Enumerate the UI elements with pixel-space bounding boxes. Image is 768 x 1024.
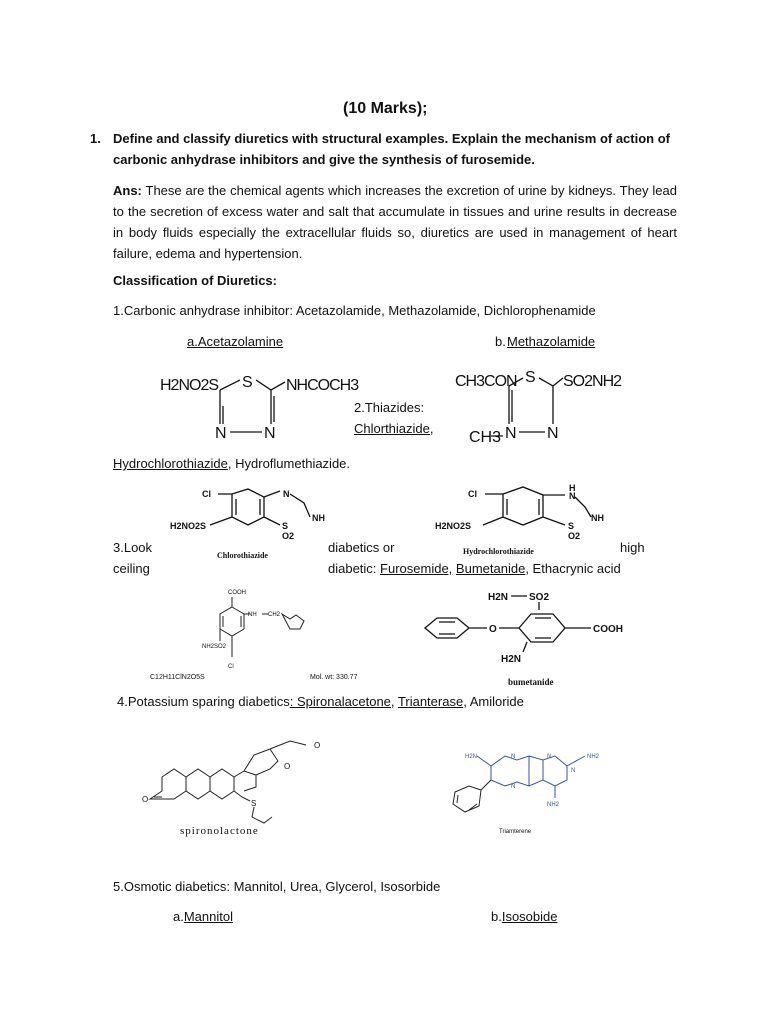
furosemide-formula: C12H11ClN2O5S [150,674,205,681]
hydrochlorothiazide-nh: NH [591,513,604,523]
chlorothiazide-cl: Cl [202,489,211,499]
bumetanide-link: Bumetanide [455,561,526,576]
bumetanide-caption: bumetanide [508,677,554,687]
furosemide-ch2: CH2 [268,612,281,618]
triamterene-structure [425,738,625,838]
acetazolamide-sulfur: S [242,374,253,391]
isosobide-prefix: b. [491,909,502,924]
furosemide-nh: NH [248,612,257,618]
acetazolamine-label: a.Acetazolamine [187,334,284,349]
mannitol-line [173,909,233,925]
spironalacetone-link: Spironalacetone [293,694,391,709]
chlorothiazide-o2: O2 [282,531,295,541]
chlorothiazide-n: N [283,489,290,499]
hydrochlorothiazide-caption: Hydrochlorothiazide [463,547,534,556]
class-2-continued [113,456,350,472]
chlorothiazide-caption: Chlorothiazide [217,551,268,560]
spironolactone-o-2: O [284,762,291,771]
isosobide-line [491,909,558,925]
bumetanide-cooh: COOH [593,624,623,635]
methazolamide-prefix: b. [495,334,506,349]
class-3-part-5: diabetic: [328,561,377,576]
mannitol-prefix: a. [173,909,184,924]
methazolamide-structure [455,366,625,456]
chlorothiazide-left-group: H2NO2S [170,521,207,531]
spironolactone-o-1: O [314,741,321,750]
acetazolamide-n2: N [264,425,276,442]
triamterene-n-1: N [511,754,516,760]
methazolamide-sulfur: S [525,369,536,386]
amiloride-text: , Amiloride [463,694,524,709]
class-3-part-2: diabetics or [328,540,395,555]
bumetanide-structure [415,588,635,688]
furosemide-cl: Cl [228,664,234,670]
acetazolamide-right-group: NHCOCH3 [286,377,359,394]
class-2-line [354,421,434,437]
spironolactone-caption: spironolactone [180,825,259,837]
furosemide-molwt: Mol. wt: 330.77 [310,674,358,681]
furosemide-cooh: COOH [228,590,246,596]
methazolamide-right-group: SO2NH2 [563,373,622,390]
methazolamide-label: Methazolamide [507,334,596,349]
class-4-colon: : [289,694,294,709]
bumetanide-so2: SO2 [529,592,550,603]
triamterene-nh2-b: NH2 [587,754,600,760]
bumetanide-o: O [489,624,497,635]
triamterene-nh2-c: NH2 [547,802,560,808]
class-4-comma: , [390,694,395,709]
class-3-part-3: high [620,540,645,555]
trianterase-link: Trianterase [397,694,464,709]
bumetanide-h2n: H2N [488,592,509,603]
chlorothiazide-structure [170,485,330,565]
class-2-comma: , [429,421,434,436]
ethacrynic-acid-text: , Ethacrynic acid [525,561,621,576]
spironolactone-o-3: O [142,795,149,804]
bumetanide-h2n-2: H2N [501,654,522,665]
answer-text: These are the chemical agents which increases the excretion of urine by kidneys. They lead to the secretion of excess water and salt that accumulate in tissues and urine results in decrease in body fluids especially the extracellular fluids so, diuretics are used in management of heart failure, edema and hypertension. [113,183,677,261]
class-3-part-1: 3.Look [113,540,153,555]
acetazolamide-structure [160,368,359,448]
methazolamide-n1: N [505,425,517,442]
answer-paragraph [113,180,677,264]
furosemide-nh2so2: NH2SO2 [202,644,227,650]
chlorthiazide-link: Chlorthiazide [354,421,430,436]
triamterene-n-2: N [547,754,552,760]
isosobide-label: Isosobide [501,909,558,924]
answer-label: Ans: [113,183,142,198]
hydrochlorothiazide-n: N [569,491,576,501]
question-line-1: Define and classify diuretics with structural examples. Explain the mechanism of action of [113,131,670,146]
class-4-prefix: 4.Potassium sparing diabetics [117,694,290,709]
question-line-2: carbonic anhydrase inhibitors and give the synthesis of furosemide. [113,152,535,167]
hydrochlorothiazide-s: S [568,521,575,531]
hydrochlorothiazide-left-group: H2NO2S [435,521,472,531]
class-3-part-4: ceiling [113,561,150,576]
hydrochlorothiazide-structure [435,483,615,563]
class-2-thiazides-label: 2.Thiazides: [354,400,425,415]
classification-title: Classification of Diuretics: [113,273,277,288]
hydrochlorothiazide-link: Hydrochlorothiazide [113,456,228,471]
class-1-carbonic-anhydrase: 1.Carbonic anhydrase inhibitor: Acetazolamide, Methazolamide, Dichlorophenamide [113,303,596,318]
mannitol-label: Mannitol [183,909,233,924]
chlorothiazide-nh: NH [312,513,325,523]
hydrochlorothiazide-cl: Cl [468,489,477,499]
acetazolamide-n1: N [215,425,227,442]
class-4-line [117,694,524,710]
triamterene-n-4: N [511,784,516,790]
methazolamide-left-group: CH3CON [455,373,517,390]
spironolactone-s: S [251,799,257,808]
triamterene-caption: Triamterene [499,829,532,835]
page-heading: (10 Marks); [343,100,428,117]
methazolamide-ch3: CH3 [469,429,502,446]
triamterene-n-3: N [571,768,576,774]
class-5-osmotic: 5.Osmotic diabetics: Mannitol, Urea, Glycerol, Isosorbide [113,879,441,894]
question-number: 1. [90,131,101,146]
triamterene-nh2-a: H2N [465,754,478,760]
hydrochlorothiazide-h: H [569,483,576,493]
hydroflumethiazide-text: , Hydroflumethiazide. [227,456,351,471]
furosemide-link: Furosemide, [380,561,453,576]
furosemide-structure [150,585,380,685]
acetazolamide-left-group: H2NO2S [160,377,219,394]
hydrochlorothiazide-o2: O2 [568,531,581,541]
chlorothiazide-s: S [282,521,289,531]
methazolamide-n2: N [547,425,559,442]
spironolactone-structure [140,735,350,845]
class-3-line [328,561,621,577]
